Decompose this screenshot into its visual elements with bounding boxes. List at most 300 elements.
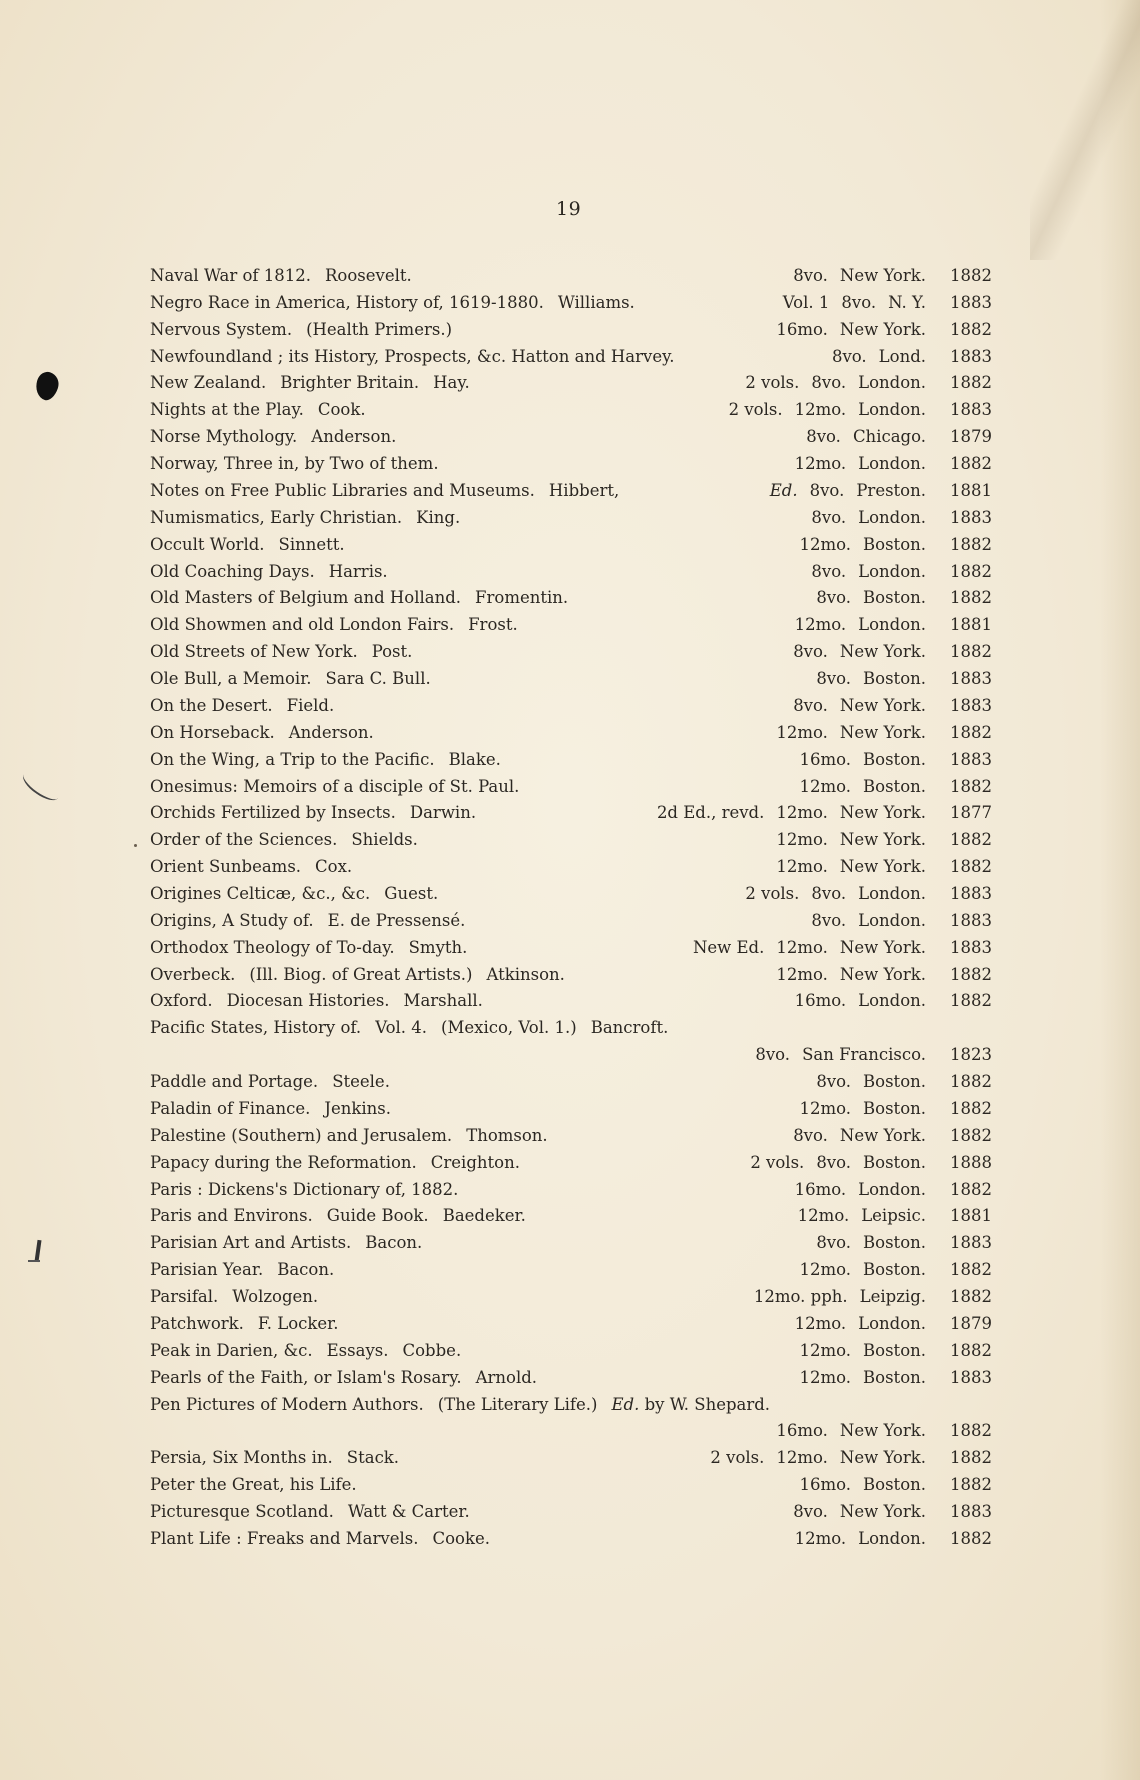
entry-year: 1881: [950, 615, 992, 635]
entry-author-or-note: Guide Book.: [326, 1206, 429, 1226]
entry-place: Boston.: [863, 534, 926, 554]
entry-place: New York.: [839, 857, 926, 877]
catalog-entry: [0, 1310, 1140, 1337]
entry-format: 12mo.: [776, 722, 828, 742]
entry-title: [150, 1444, 399, 1471]
entry-editor: by W. Shepard.: [639, 1394, 771, 1414]
catalog-entry: [0, 987, 1140, 1014]
catalog-entry: [0, 531, 1140, 558]
entry-title: [150, 1256, 334, 1283]
entry-year: 1882: [950, 373, 992, 393]
entry-publication-info: [783, 450, 926, 477]
entry-format: 8vo.: [809, 480, 845, 500]
entry-title: [150, 1229, 422, 1256]
entry-place: Chicago.: [852, 427, 926, 447]
entry-publication-info: [804, 1068, 926, 1095]
entry-author-or-note: Sinnett.: [278, 534, 345, 554]
entry-year: 1883: [950, 292, 992, 312]
entry-place: London.: [858, 884, 926, 903]
catalog-entry: [0, 773, 1140, 800]
entry-year: 1882: [950, 1421, 992, 1441]
entry-publication-info: [788, 1337, 927, 1364]
catalog-entry: [0, 423, 1140, 450]
entry-edition-note: Vol. 1: [782, 292, 830, 312]
entry-year: 1883: [950, 910, 992, 930]
entry-place: Boston.: [863, 1260, 926, 1280]
entry-title-text: Numismatics, Early Christian.: [150, 507, 403, 527]
entry-year: 1882: [950, 776, 992, 796]
catalog-entry: [0, 343, 1140, 370]
entry-title: [150, 584, 568, 611]
catalog-entry: [0, 638, 1140, 665]
entry-format: 12mo.: [799, 534, 852, 554]
entry-place: London.: [858, 454, 926, 474]
entry-author-or-note: Anderson.: [288, 722, 374, 742]
page-number: 19: [556, 198, 582, 220]
entry-author-or-note: Shields.: [351, 830, 418, 850]
entry-year: 1883: [950, 1233, 992, 1253]
entry-place: London.: [858, 1179, 926, 1199]
entry-publication-info: [786, 1202, 926, 1229]
entry-title: [150, 262, 412, 289]
entry-place: London.: [858, 615, 926, 635]
entry-year: 1882: [950, 722, 992, 742]
entry-title: [150, 1149, 520, 1176]
catalog-entry: [0, 1256, 1140, 1283]
entry-author-or-note: Hay.: [433, 373, 470, 393]
entry-publication-info: [781, 1498, 926, 1525]
entry-publication-info: [788, 746, 927, 773]
catalog-entry: [0, 1176, 1140, 1203]
entry-format: 8vo.: [811, 561, 847, 581]
entry-title: [150, 396, 366, 423]
entry-author-or-note: Watt & Carter.: [347, 1502, 470, 1522]
entry-title: [150, 1095, 391, 1122]
entry-publication-info: [717, 396, 926, 423]
entry-publication-info: [781, 638, 926, 665]
entry-edition-note: 2 vols.: [710, 1448, 765, 1468]
entry-title-text: Old Coaching Days.: [150, 561, 315, 581]
catalog-entry: [0, 1149, 1140, 1176]
entry-author-or-note: Diocesan Histories.: [226, 991, 390, 1011]
entry-format: 8vo.: [816, 1152, 852, 1172]
catalog-entry: [0, 450, 1140, 477]
entry-author-or-note: Post.: [371, 642, 413, 662]
catalog-entry: [0, 746, 1140, 773]
entry-editor-abbrev: Ed.: [611, 1394, 640, 1414]
entry-place: Boston.: [863, 1152, 926, 1172]
entry-format: 12mo.: [776, 937, 828, 957]
entry-place: Boston.: [863, 1367, 926, 1387]
entry-format: 8vo.: [811, 507, 847, 527]
entry-title: [150, 1122, 548, 1149]
entry-format: 16mo.: [794, 991, 847, 1011]
entry-title: [150, 316, 452, 343]
catalog-entry: [0, 692, 1140, 719]
catalog-entry: [0, 396, 1140, 423]
entry-place: New York.: [839, 830, 926, 850]
entry-place: New York.: [839, 266, 926, 285]
entry-place: New York.: [839, 964, 926, 984]
entry-format: 8vo.: [793, 1125, 828, 1145]
entry-publication-info: [771, 289, 926, 316]
entry-place: Leipzig.: [859, 1287, 926, 1307]
entry-place: Boston.: [863, 1475, 926, 1495]
entry-title: [150, 1310, 338, 1337]
entry-title: [150, 1364, 537, 1391]
entry-place: San Francisco.: [802, 1045, 926, 1065]
entry-publication-info: [764, 719, 926, 746]
entry-title: [150, 531, 345, 558]
entry-title: [150, 289, 635, 316]
entry-author-or-note: Anderson.: [311, 427, 397, 447]
entry-author-or-note: Atkinson.: [486, 964, 565, 984]
entry-place: London.: [858, 373, 926, 393]
entry-year: 1883: [950, 937, 992, 957]
entry-year: 1883: [950, 1502, 992, 1522]
entry-year: 1882: [950, 534, 992, 554]
entry-title: [150, 343, 674, 370]
entry-title-text: On Horseback.: [150, 722, 275, 742]
entry-author-or-note: Baedeker.: [442, 1206, 526, 1226]
entry-author-or-note: Cobbe.: [402, 1340, 462, 1360]
entry-title-text: Oxford.: [150, 991, 213, 1011]
entry-place: New York.: [839, 1421, 926, 1441]
entry-place: New York.: [839, 803, 926, 823]
entry-title: [150, 450, 439, 477]
catalog-entry: [0, 961, 1140, 988]
catalog-entry: [0, 1471, 1140, 1498]
entry-publication-info: [788, 1256, 927, 1283]
entry-publication-info: [764, 961, 926, 988]
entry-format: 8vo.: [811, 373, 847, 393]
entry-title-text: Picturesque Scotland.: [150, 1502, 334, 1522]
entry-title: [150, 504, 460, 531]
entry-year: 1879: [950, 427, 992, 447]
entry-place: London.: [858, 400, 926, 420]
entry-author-or-note: Creighton.: [430, 1152, 520, 1172]
entry-author-or-note: Hibbert,: [548, 480, 620, 500]
entry-publication-info: [742, 1283, 926, 1310]
entry-year: 1877: [950, 803, 992, 823]
entry-author-or-note: Bacon.: [277, 1260, 335, 1280]
entry-title-text: New Zealand.: [150, 373, 267, 393]
entry-title: [150, 423, 396, 450]
entry-format: 8vo.: [816, 588, 852, 608]
entry-year: 1823: [950, 1045, 992, 1065]
entry-publication-info: [788, 531, 927, 558]
catalog-entry: [0, 584, 1140, 611]
entry-author-or-note: (Health Primers.): [306, 319, 452, 339]
entry-format: 12mo.: [799, 1340, 852, 1360]
catalog-entry: [0, 1122, 1140, 1149]
entry-publication-info: [799, 558, 926, 585]
entry-publication-info: [758, 477, 926, 504]
entry-edition-note: 2 vols.: [728, 400, 783, 420]
entry-title: [150, 746, 501, 773]
entry-edition-note: 2d Ed., revd.: [656, 803, 765, 823]
entry-title: [150, 773, 519, 800]
entry-publication-info: [783, 987, 926, 1014]
entry-year: 1882: [950, 266, 992, 285]
entry-year: 1882: [950, 319, 992, 339]
entry-place: Boston.: [863, 1340, 926, 1360]
entry-year: 1882: [950, 857, 992, 877]
entry-place: London.: [858, 561, 926, 581]
entry-format: 8vo.: [793, 642, 828, 662]
entry-title: [150, 1337, 461, 1364]
entry-place: Boston.: [863, 669, 926, 689]
entry-publication-info: [764, 316, 926, 343]
catalog-entry: [0, 611, 1140, 638]
entry-publication-info: [733, 369, 926, 396]
entry-publication-info: [783, 1310, 926, 1337]
entry-author-or-note: Arnold.: [475, 1367, 538, 1387]
entry-publication-info: [645, 799, 926, 826]
entry-author-or-note: Harris.: [328, 561, 388, 581]
catalog-entry: [0, 1364, 1140, 1391]
catalog-entry: [0, 504, 1140, 531]
entry-publication-info: [733, 880, 926, 907]
entry-year: 1882: [950, 1528, 992, 1548]
entry-author-or-note: Brighter Britain.: [280, 373, 420, 393]
entry-title: [150, 961, 565, 988]
entry-title-text: Paris and Environs.: [150, 1206, 313, 1226]
entry-title: [150, 638, 412, 665]
entry-title: [150, 477, 619, 504]
entry-publication-info: [698, 1444, 926, 1471]
entry-author-or-note: Smyth.: [408, 937, 468, 957]
entry-publication-info: [820, 343, 926, 370]
entry-place: Boston.: [863, 776, 926, 796]
entry-place: London.: [858, 507, 926, 527]
entry-format: 8vo.: [755, 1045, 791, 1065]
entry-author-or-note: Blake.: [448, 749, 501, 769]
entry-year: 1882: [950, 454, 992, 474]
entry-title-text: Notes on Free Public Libraries and Museums.: [150, 480, 535, 500]
entry-title: [150, 1471, 357, 1498]
entry-place: London.: [858, 991, 926, 1011]
entry-title-text: Nights at the Play.: [150, 400, 304, 420]
entry-format: 12mo.: [797, 1206, 850, 1226]
catalog-entry: [0, 262, 1140, 289]
entry-publication-info: [788, 773, 927, 800]
entry-place: London.: [858, 910, 926, 930]
entry-year: 1882: [950, 830, 992, 850]
entry-place: New York.: [839, 1448, 926, 1468]
entry-publication-info: [764, 1417, 926, 1444]
entry-format: 12mo.: [799, 1367, 852, 1387]
entry-place: Boston.: [863, 1098, 926, 1118]
entry-title: [150, 799, 476, 826]
entry-format: 8vo.: [806, 427, 841, 447]
entry-title-text: Orthodox Theology of To-day.: [150, 937, 395, 957]
entry-format: 12mo.: [776, 857, 828, 877]
entry-place: Boston.: [863, 749, 926, 769]
entry-title-text: Origines Celticæ, &c., &c.: [150, 884, 371, 903]
entry-author-or-note: (Ill. Biog. of Great Artists.): [249, 964, 473, 984]
entry-author-or-note: (Mexico, Vol. 1.): [441, 1018, 577, 1038]
entry-author-or-note: Essays.: [326, 1340, 389, 1360]
entry-place: New York.: [839, 695, 926, 715]
entry-place: N. Y.: [888, 292, 926, 312]
entry-publication-info: [764, 853, 926, 880]
entry-publication-info: [781, 1122, 926, 1149]
entry-format: 16mo.: [794, 1179, 847, 1199]
entry-author-or-note: Sara C. Bull.: [325, 669, 431, 689]
entry-author-or-note: Williams.: [557, 292, 635, 312]
entry-publication-info: [788, 1364, 927, 1391]
entry-format: 12mo.: [799, 776, 852, 796]
entry-format: 12mo.: [794, 1528, 847, 1548]
catalog-entry: [0, 1283, 1140, 1310]
entry-title: [150, 907, 465, 934]
entry-author-or-note: Marshall.: [403, 991, 483, 1011]
entry-year: 1883: [950, 1367, 992, 1387]
entry-publication-info: [783, 1176, 926, 1203]
entry-place: Preston.: [856, 480, 926, 500]
entry-publication-info: [738, 1149, 926, 1176]
entry-edition-note: New Ed.: [692, 937, 765, 957]
catalog-entry: [0, 369, 1140, 396]
entry-year: 1883: [950, 669, 992, 689]
entry-title: [150, 1498, 470, 1525]
entry-title: [150, 1202, 526, 1229]
entry-title-text: Pacific States, History of.: [150, 1018, 362, 1038]
entry-author-or-note: Cox.: [315, 857, 353, 877]
entry-year: 1882: [950, 1475, 992, 1495]
entry-author-or-note: Steele.: [332, 1072, 390, 1092]
entry-publication-info: [788, 1095, 927, 1122]
entry-place: Boston.: [863, 1233, 926, 1253]
catalog-entry: [0, 719, 1140, 746]
entry-author-or-note: Cook.: [317, 400, 366, 420]
entry-place: New York.: [839, 1502, 926, 1522]
entry-title-text: Patchwork.: [150, 1313, 244, 1333]
entry-format: 12mo.: [794, 615, 847, 635]
entry-format: 12mo.: [794, 400, 847, 420]
entry-title: [150, 880, 438, 907]
entry-place: Boston.: [863, 588, 926, 608]
entry-title: [150, 1014, 668, 1041]
entry-year: 1882: [950, 1098, 992, 1118]
entry-author-or-note: Cooke.: [432, 1528, 491, 1548]
entry-format: 8vo.: [793, 266, 828, 285]
entry-place: London.: [858, 1313, 926, 1333]
entry-publication-info: [743, 1041, 926, 1068]
entry-title-text: On the Wing, a Trip to the Pacific.: [150, 749, 435, 769]
entry-year: 1882: [950, 1072, 992, 1092]
catalog-entry: [0, 880, 1140, 907]
entry-year: 1883: [950, 507, 992, 527]
entry-year: 1882: [950, 1340, 992, 1360]
entry-publication-info: [804, 665, 926, 692]
entry-publication-info: [788, 1471, 927, 1498]
entry-format: 12mo. pph.: [753, 1287, 848, 1307]
entry-author-or-note: Jenkins.: [324, 1098, 392, 1118]
catalog-entry: [0, 1068, 1140, 1095]
entry-title-text: Peak in Darien, &c.: [150, 1340, 313, 1360]
entry-author-or-note: E. de Pressensé.: [327, 910, 466, 930]
entry-title: [150, 665, 431, 692]
entry-title-text: Parisian Art and Artists.: [150, 1233, 352, 1253]
catalog-entry: [0, 1444, 1140, 1471]
entry-title-text: Paddle and Portage.: [150, 1072, 319, 1092]
entry-place: London.: [858, 1528, 926, 1548]
entry-title: [150, 692, 334, 719]
entry-format: 8vo.: [816, 1233, 852, 1253]
catalog-entry: [0, 1391, 1140, 1418]
entry-format: 16mo.: [799, 749, 852, 769]
catalog-entry: [0, 1229, 1140, 1256]
entry-title-text: Orient Sunbeams.: [150, 857, 302, 877]
entry-publication-info: [781, 692, 926, 719]
entry-title: [150, 826, 418, 853]
entry-title-text: Old Masters of Belgium and Holland.: [150, 588, 462, 608]
entry-publication-info: [681, 934, 926, 961]
entry-publication-info: [764, 826, 926, 853]
entry-title: [150, 719, 374, 746]
entry-title: [150, 934, 467, 961]
entry-year: 1883: [950, 695, 992, 715]
catalog-entry: [0, 1095, 1140, 1122]
entry-publication-info: [794, 423, 926, 450]
entry-format: 8vo.: [816, 1072, 852, 1092]
entry-format: 12mo.: [776, 803, 828, 823]
entry-author-or-note: F. Locker.: [257, 1313, 339, 1333]
catalog-entry: [0, 799, 1140, 826]
catalog-entry: [0, 665, 1140, 692]
entry-format: 12mo.: [794, 454, 847, 474]
catalog-entry-continuation: [0, 1417, 1140, 1444]
entry-format: 12mo.: [799, 1260, 852, 1280]
entry-author-or-note: Bacon.: [365, 1233, 423, 1253]
catalog-entry: [0, 1337, 1140, 1364]
entry-year: 1888: [950, 1152, 992, 1172]
entry-title-text: Parsifal.: [150, 1287, 219, 1307]
entry-title-text: Old Streets of New York.: [150, 642, 358, 662]
entry-author-or-note: Darwin.: [409, 803, 477, 823]
entry-title-text: Pen Pictures of Modern Authors.: [150, 1394, 424, 1414]
entry-title: [150, 853, 352, 880]
entry-publication-info: [804, 584, 926, 611]
entry-title-text: Naval War of 1812.: [150, 266, 311, 285]
entry-publication-info: [799, 907, 926, 934]
entry-author-or-note: Guest.: [384, 884, 439, 903]
entry-edition-note: 2 vols.: [750, 1152, 805, 1172]
entry-title-text: Paris : Dickens's Dictionary of, 1882.: [150, 1179, 459, 1199]
catalog-entry: [0, 853, 1140, 880]
entry-year: 1882: [950, 1125, 992, 1145]
entry-title-text: Orchids Fertilized by Insects.: [150, 803, 396, 823]
catalog-entry-continuation: [0, 1041, 1140, 1068]
catalog-entry: [0, 289, 1140, 316]
catalog-entry: [0, 316, 1140, 343]
entry-publication-info: [781, 262, 926, 289]
entry-author-or-note: Thomson.: [466, 1125, 548, 1145]
entry-year: 1882: [950, 964, 992, 984]
entry-format: 8vo.: [793, 695, 828, 715]
entry-title: [150, 558, 388, 585]
entry-year: 1882: [950, 642, 992, 662]
entry-year: 1883: [950, 400, 992, 420]
entry-title-text: Persia, Six Months in.: [150, 1448, 333, 1468]
catalog-entry: [0, 907, 1140, 934]
entry-title-text: Plant Life : Freaks and Marvels.: [150, 1528, 419, 1548]
entry-title-text: Parisian Year.: [150, 1260, 264, 1280]
entry-title-text: Norway, Three in, by Two of them.: [150, 454, 439, 474]
entry-year: 1882: [950, 588, 992, 608]
